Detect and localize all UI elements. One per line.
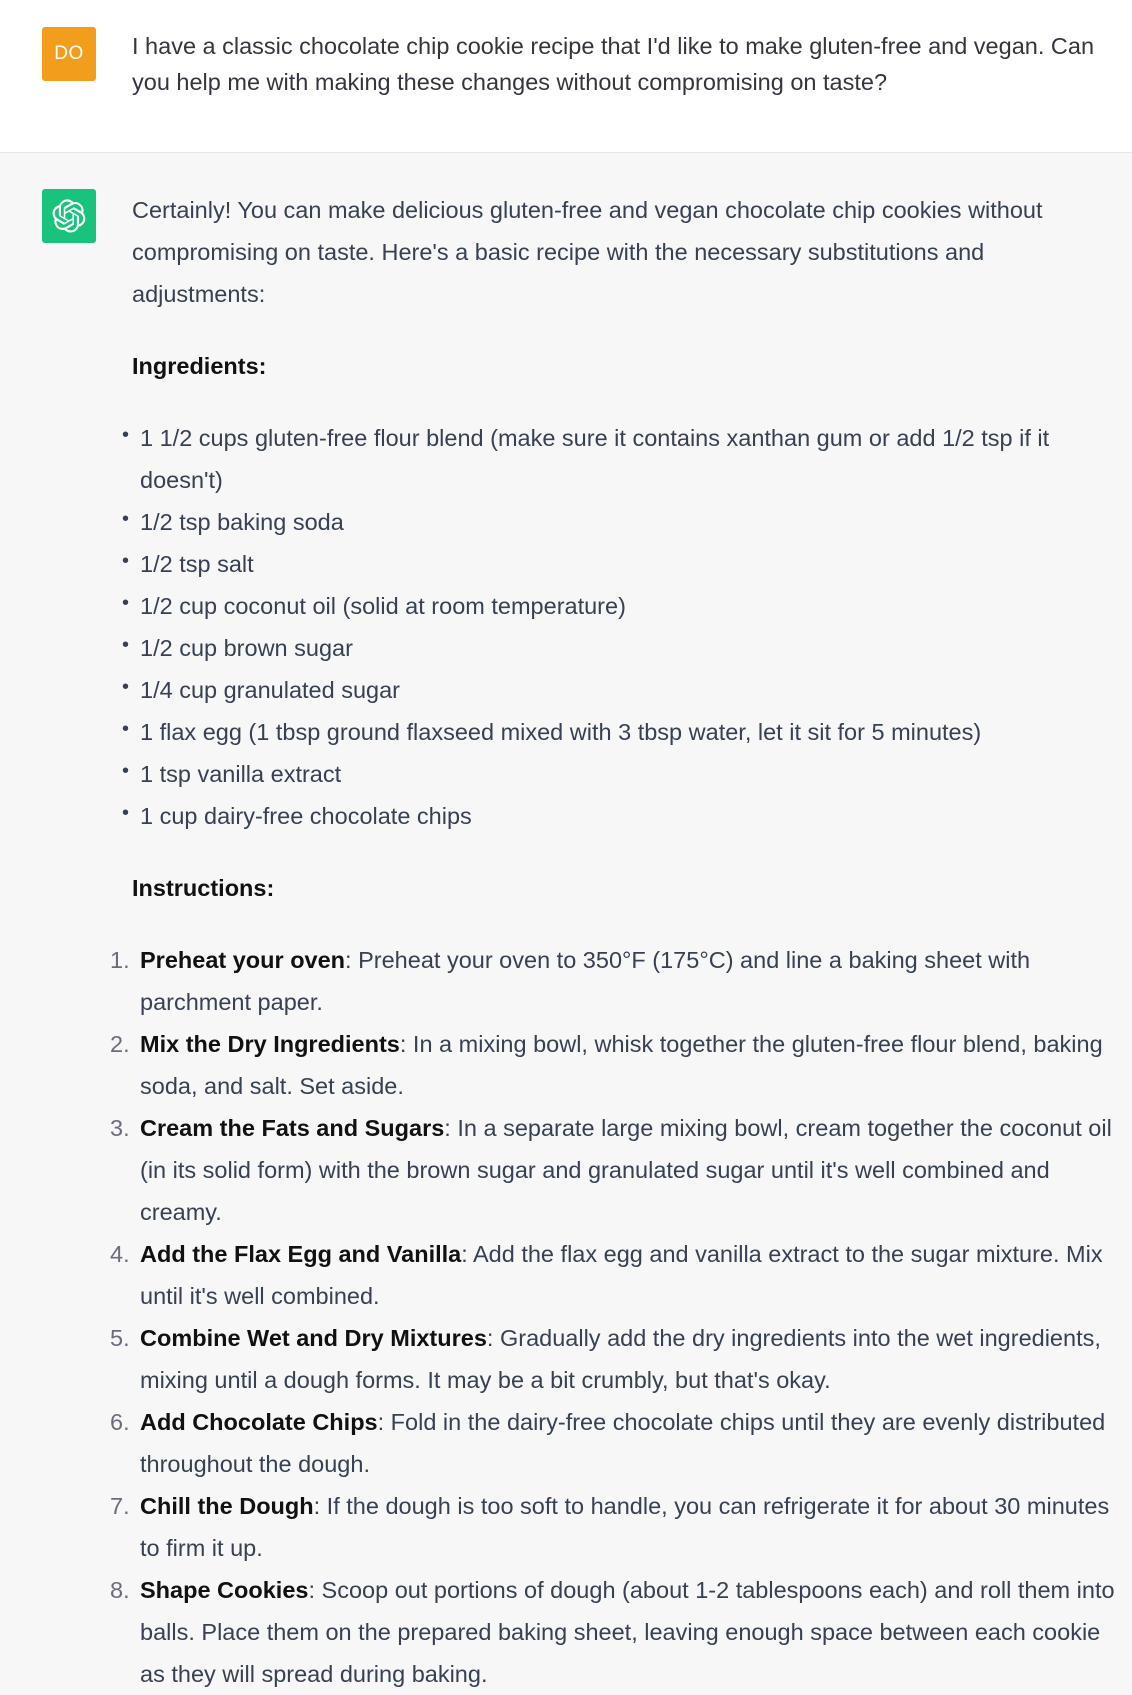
step-title: Chill the Dough [140,1493,314,1519]
step-item [110,1317,1117,1401]
assistant-avatar [42,189,96,243]
list-item: • 1/2 cup coconut oil (solid at room temperature) [140,585,1117,627]
instructions-list [110,939,1117,1695]
step-item [110,939,1117,1023]
step-number: 6. [110,1409,130,1435]
step-text: : Preheat your oven to 350°F (175°C) and line a baking sheet with parchment paper. [140,947,1031,1015]
step-text: : In a mixing bowl, whisk together the gluten-free flour blend, baking soda, and salt. Set aside. [140,1031,1103,1099]
list-item: • 1/4 cup granulated sugar [140,669,1117,711]
list-item: • 1 1/2 cups gluten-free flour blend (make sure it contains xanthan gum or add 1/2 tsp if it doesn't) [140,417,1117,501]
list-item: • 1 cup dairy-free chocolate chips [140,795,1117,837]
user-avatar [42,27,96,81]
step-number: 7. [110,1493,130,1519]
list-item: • 1 flax egg (1 tbsp ground flaxseed mixed with 3 tbsp water, let it sit for 5 minutes) [140,711,1117,753]
list-item: • 1/2 tsp baking soda [140,501,1117,543]
step-text: : Gradually add the dry ingredients into the wet ingredients, mixing until a dough forms. It may be a bit crumbly, but that's okay. [140,1325,1101,1393]
step-number: 2. [110,1031,130,1057]
step-title: Mix the Dry Ingredients [140,1031,400,1057]
step-title: Preheat your oven [140,947,346,973]
list-item: • 1/2 cup brown sugar [140,627,1117,669]
step-text: : If the dough is too soft to handle, you can refrigerate it for about 30 minutes to firm it up. [140,1493,1110,1561]
step-item [110,1485,1117,1569]
step-number: 4. [110,1241,130,1267]
step-text: : In a separate large mixing bowl, cream together the coconut oil (in its solid form) with the brown sugar and granulated sugar until it's well combined and creamy. [140,1115,1112,1225]
openai-logo-icon [52,199,86,233]
step-title: Add the Flax Egg and Vanilla [140,1241,462,1267]
step-title: Combine Wet and Dry Mixtures [140,1325,487,1351]
step-text: : Fold in the dairy-free chocolate chips until they are evenly distributed throughout the dough. [140,1409,1106,1477]
step-number: 3. [110,1115,130,1141]
step-title: Shape Cookies [140,1577,309,1603]
step-title: Cream the Fats and Sugars [140,1115,445,1141]
step-item [110,1401,1117,1485]
step-item [110,1023,1117,1107]
step-number: 8. [110,1577,130,1603]
step-text: : Scoop out portions of dough (about 1-2 tablespoons each) and roll them into balls. Place them on the prepared baking sheet, leaving enough space between each cookie as they will spread during baking. [140,1577,1115,1687]
step-number: 5. [110,1325,130,1351]
ingredients-heading: Ingredients: [132,353,267,379]
step-text: : Add the flax egg and vanilla extract to the sugar mixture. Mix until it's well combined. [140,1241,1103,1309]
assistant-intro: Certainly! You can make delicious gluten-free and vegan chocolate chip cookies without compromising on taste. Here's a basic recipe with the necessary substitutions and adjustments: [132,197,1043,307]
step-title: Add Chocolate Chips [140,1409,378,1435]
user-message-block [0,0,1132,153]
step-number: 1. [110,947,130,973]
step-item [110,1233,1117,1317]
assistant-message-content [110,189,1117,1695]
list-item: • 1 tsp vanilla extract [140,753,1117,795]
list-item: • 1/2 tsp salt [140,543,1117,585]
user-avatar-initials: DO [54,43,84,64]
user-message-text: I have a classic chocolate chip cookie recipe that I'd like to make gluten-free and vegan. Can you help me with making these changes without compromising on taste? [132,33,1095,95]
instructions-heading: Instructions: [132,875,275,901]
ingredients-list [132,417,1117,837]
step-item [110,1569,1117,1695]
step-item [110,1107,1117,1233]
